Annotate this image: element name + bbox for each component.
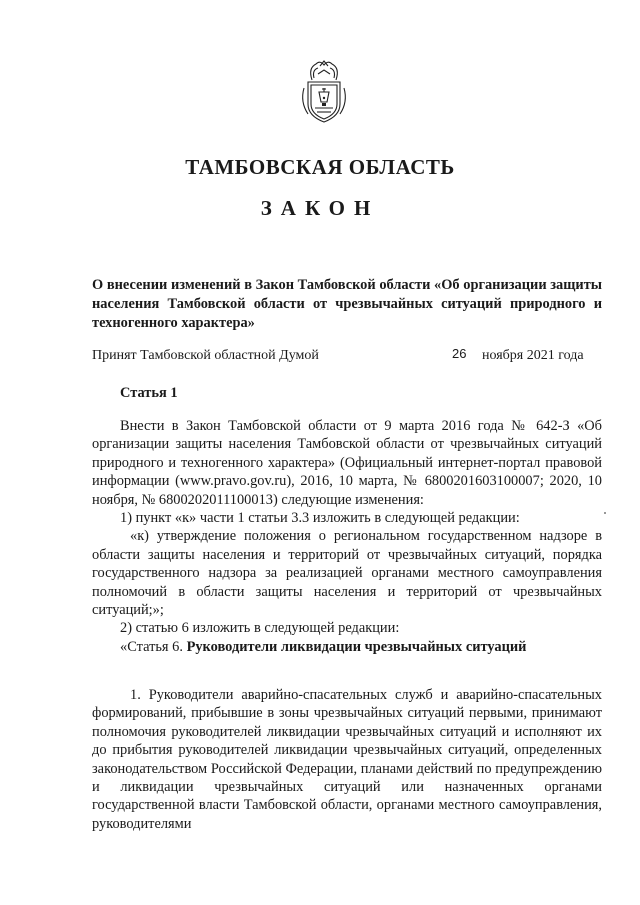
adoption-line [92,348,587,368]
document-type-title: ЗАКОН [260,196,380,220]
adoption-month-year: ноября 2021 года [482,348,584,363]
amendment-item-2: 2) статью 6 изложить в следующей редакции: [120,620,400,637]
article-6-heading-title: Руководители ликвидации чрезвычайных ситуаций [186,638,527,655]
article-6-heading-prefix: «Статья 6. [120,638,183,655]
region-title: ТАМБОВСКАЯ ОБЛАСТЬ [185,155,455,179]
scan-speck [604,512,606,514]
article-6-body [92,686,602,833]
adopted-by-text: Принят Тамбовской областной Думой [92,348,319,363]
article-1-title: Статья 1 [120,385,178,401]
article-6-paragraph-1: 1. Руководители аварийно-спасательных служб и аварийно-спасательных формирований, прибывшие в зоны чрезвычайных ситуаций первыми, принимают полномочия руководителей ликвидации чрезвычайных ситуаций и исполняют их до прибытия руководителей ликвидации чрезвычайных ситуаций, определенных законодательством Российской Федерации, планами действий по предупреждению и ликвидации чрезвычайных ситуаций или назначенных органами государственной власти Тамбовской области, органами местного самоуправления, руководителями [92,687,602,832]
amendment-item-1-text: «к) утверждение положения о региональном государственном надзоре в области защиты населения и территорий от чрезвычайных ситуаций, порядка государственного надзора за реализацией органами местного самоуправления полномочий в области защиты населения и территорий от чрезвычайных ситуаций;»; [92,528,602,619]
article-6-heading [92,638,602,656]
article-1-intro-paragraph: Внести в Закон Тамбовской области от 9 марта 2016 года № 642-З «Об организации защиты населения Тамбовской области от чрезвычайных ситуаций природного и техногенного характера» (Официальный интернет-портал правовой информации (www.pravo.gov.ru), 2016, 10 марта, № 6800201603100007; 2020, 10 ноября, № 6800202011100013) следующие изменения: [92,418,602,508]
article-1-body [92,417,602,656]
adoption-day: 26 [452,346,467,361]
law-subject-title: О внесении изменений в Закон Тамбовской области «Об организации защиты населения Тамбовской области от чрезвычайных ситуаций природного и техногенного характера» [92,277,602,331]
coat-of-arms-emblem [298,58,350,128]
amendment-item-1: 1) пункт «к» части 1 статьи 3.3 изложить в следующей редакции: [120,510,520,527]
